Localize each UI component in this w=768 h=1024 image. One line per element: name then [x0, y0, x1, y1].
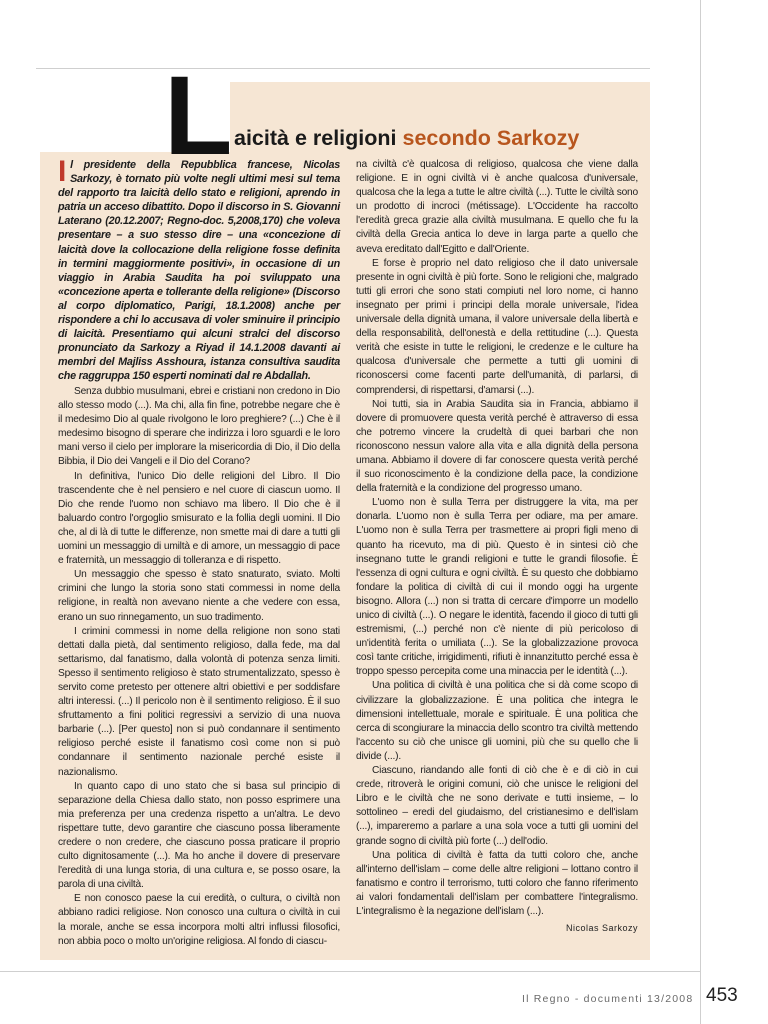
paragraph: Una politica di civiltà è fatta da tutti coloro che, anche all'interno dell'islam – come delle altre religioni – lottano contro il fanatismo e contro il terrorismo, tutti coloro che fanno riferimento ai valori fondamentali dell'islam per combattere l'integralismo. L'integralismo è la negazione dell'islam (...).	[356, 849, 638, 917]
title-initial-letter: L	[164, 53, 231, 178]
article-intro	[58, 155, 340, 384]
paragraph: Un messaggio che spesso è stato snaturato, sviato. Molti crimini che lungo la storia sono stati commessi in nome della religione, in realtà non avevano niente a che vedere con essa, erano un suo rinnegamento, un suo tradimento.	[58, 569, 340, 623]
intro-dropcap: I	[58, 155, 67, 188]
top-rule	[36, 68, 650, 69]
page-number: 453	[706, 985, 738, 1006]
left-column	[58, 385, 340, 949]
paragraph: E non conosco paese la cui eredità, o cultura, o civiltà non abbiano radici religiose. Non conosco una cultura o civiltà in cui la morale, anche se essa incorpora molti altri influssi filosofici, non abbia poco o molto un'origine religiosa. Al fondo di ciascu-	[58, 893, 340, 947]
paragraph: Ciascuno, riandando alle fonti di ciò che è e di ciò in cui crede, ritroverà le origini comuni, ciò che unisce le religioni del Libro e le civiltà che ne sono derivate e tutti insieme, – lo sottolineo – eredi del giudaismo, del cristianesimo e dell'islam (...), impareremo a parlare a una sola voce a tutti gli uomini del grande sogno di civiltà più forte (...) dell'odio.	[356, 765, 638, 847]
side-rule	[700, 0, 701, 1024]
paragraph: Senza dubbio musulmani, ebrei e cristiani non credono in Dio allo stesso modo (...). Ma chi, alla fin fine, potrebbe negare che è il medesimo Dio al quale rivolgono le loro preghiere? (...) Che è il medesimo bisogno di sperare che indirizza i loro sguardi e le loro mani verso il cielo per implorare la misericordia di Dio, il Dio della Bibbia, il Dio dei Vangeli e il Dio del Corano?	[58, 386, 340, 468]
bottom-rule	[0, 971, 700, 972]
paragraph: In definitiva, l'unico Dio delle religioni del Libro. Il Dio trascendente che è nel pensiero e nel cuore di ciascun uomo. Il Dio che rende l'uomo non schiavo ma libero. Il Dio che è il baluardo contro l'orgoglio smisurato e la follia degli uomini. Il Dio che, al di là di tutte le differenze, non smette mai di dare a tutti gli uomini un messaggio di umiltà e di amore, un messaggio di pace e fraternità, un messaggio di tolleranza e di rispetto.	[58, 470, 340, 567]
paragraph: Noi tutti, sia in Arabia Saudita sia in Francia, abbiamo il dovere di promuovere questa verità perché è attraverso di essa che potremo vincere la crudeltà di quei barbari che non riconoscono nessun valore alla vita e alla dignità della persona umana. Abbiamo il dovere di far conoscere questa verità perché il suo riconoscimento è la condizione della pace, la condizione della fraternità e la condizione del progresso umano.	[356, 398, 638, 495]
intro-text: l presidente della Repubblica francese, Nicolas Sarkozy, è tornato più volte negli ultimi mesi sul tema del rapporto tra laicità dello stato e religioni, aprendo in patria un acceso dibattito. Dopo il discorso in S. Giovanni Laterano (20.12.2007; Regno-doc. 5,2008,170) che voleva presentare – a suo stesso dire – una «concezione di laicità dove la collocazione della religione fosse definita in termini maggiormente positivi», in occasione di un viaggio in Arabia Saudita ha poi sviluppato una «concezione aperta e tollerante della religione» (Discorso al corpo diplomatico, Parigi, 18.1.2008) anche per rispondere a chi lo accusava di voler sminuire il principio di laicità. Presentiamo qui alcuni stralci del discorso pronunciato da Sarkozy a Riyad il 14.1.2008 davanti ai membri del Majliss Asshoura, istanza consultiva saudita che raggruppa 150 esperti nominati dal re Abdallah.	[58, 159, 340, 383]
article-title	[234, 125, 579, 151]
author-signature: Nicolas Sarkozy	[565, 923, 638, 934]
paragraph: I crimini commessi in nome della religione non sono stati dettati dalla pietà, dal sentimento religioso, dalla fede, ma dal settarismo, dal fanatismo, dalla volontà di potenza senza limiti. Spesso il sentimento religioso è stato strumentalizzato, spesso è servito come pretesto per ottenere altri obiettivi e per soddisfare altri interessi. (...) Il pericolo non è il sentimento religioso. È il suo sfruttamento a fini politici regressivi a servizio di una nuova barbarie (...). [Per questo] non si può condannare il sentimento religioso perché esiste il fanatismo così come non si può condannare il sentimento nazionale perché esiste il nazionalismo.	[58, 625, 340, 778]
paragraph: E forse è proprio nel dato religioso che il dato universale presente in ogni civiltà è più forte. Sono le religioni che, malgrado tutti gli errori che sono stati compiuti nel loro nome, ci hanno insegnato per primi i principi della morale universale, l'idea universale della dignità umana, il valore universale della libertà e della responsabilità, dell'onestà e della rettitudine (...). Questa verità che esiste in tutte le religioni, le credenze e le culture ha qualcosa d'universale che permette a tutti gli uomini di riconoscersi come facenti parte dell'umanità, di parlarsi, di comprendersi, di rispettarsi, d'amarsi (...).	[356, 257, 638, 396]
right-column	[356, 158, 638, 935]
paragraph: In quanto capo di uno stato che si basa sul principio di separazione della Chiesa dallo stato, non posso esprimere una mia preferenza per una credenza rispetto a un'altra. Le devo rispettare tutte, devo garantire che ciascuno possa liberamente credere o non credere, che ciascuno possa praticare il proprio culto dignitosamente (...). Ma ho anche il dovere di preservare l'eredità di una lunga storia, di una cultura e, se posso osare, la parola di una civiltà.	[58, 780, 340, 891]
paragraph: Una politica di civiltà è una politica che si dà come scopo di civilizzare la globalizzazione. È una politica che integra le dimensioni intellettuale, morale e spirituale. È una politica che cerca di scongiurare la minaccia dello scontro tra civiltà mettendo l'accento su ciò che unisce gli uomini, più che su quello che li divide (...).	[356, 680, 638, 762]
title-main: aicità e religioni	[234, 126, 403, 150]
journal-footer: Il Regno - documenti 13/2008	[522, 993, 694, 1005]
paragraph: na civiltà c'è qualcosa di religioso, qualcosa che viene dalla religione. E in ogni civiltà vi è anche qualcosa d'universale, qualcosa che la lega a tutte le altre civiltà (...). Tutte le civiltà sono un prodotto di incroci (métissage). L'Occidente ha raccolto l'eredità greca grazie alla civiltà musulmana. E quello che fu la civiltà della Grecia antica lo deve in larga parte a quello che aveva ereditato dall'Egitto e dall'Oriente.	[356, 159, 638, 255]
title-accent: secondo Sarkozy	[402, 126, 580, 150]
paragraph: L'uomo non è sulla Terra per distruggere la vita, ma per donarla. L'uomo non è sulla Terra per odiare, ma per amare. L'uomo non è sulla Terra per trasmettere ai propri figli meno di quanto ha ricevuto, ma di più. Questo è in sintesi ciò che insegnano tutte le grandi religioni e tutte le grandi filosofie. È l'essenza di ogni cultura e ogni civiltà. È su questo che dobbiamo fondare la politica di civiltà di cui il mondo oggi ha urgente bisogno. Allora (...) non si tratta di cercare d'imporre un modello unico di civiltà (...). O negare le identità, facendo il gioco di tutti gli estremismi, (...) perché non c'è niente di più pericoloso di un'identità ferita o umiliata (...). Se la globalizzazione provoca così tante critiche, irrigidimenti, rifiuti è innanzitutto perché essa è troppo spesso percepita come una minaccia per le identità (...).	[356, 497, 638, 678]
